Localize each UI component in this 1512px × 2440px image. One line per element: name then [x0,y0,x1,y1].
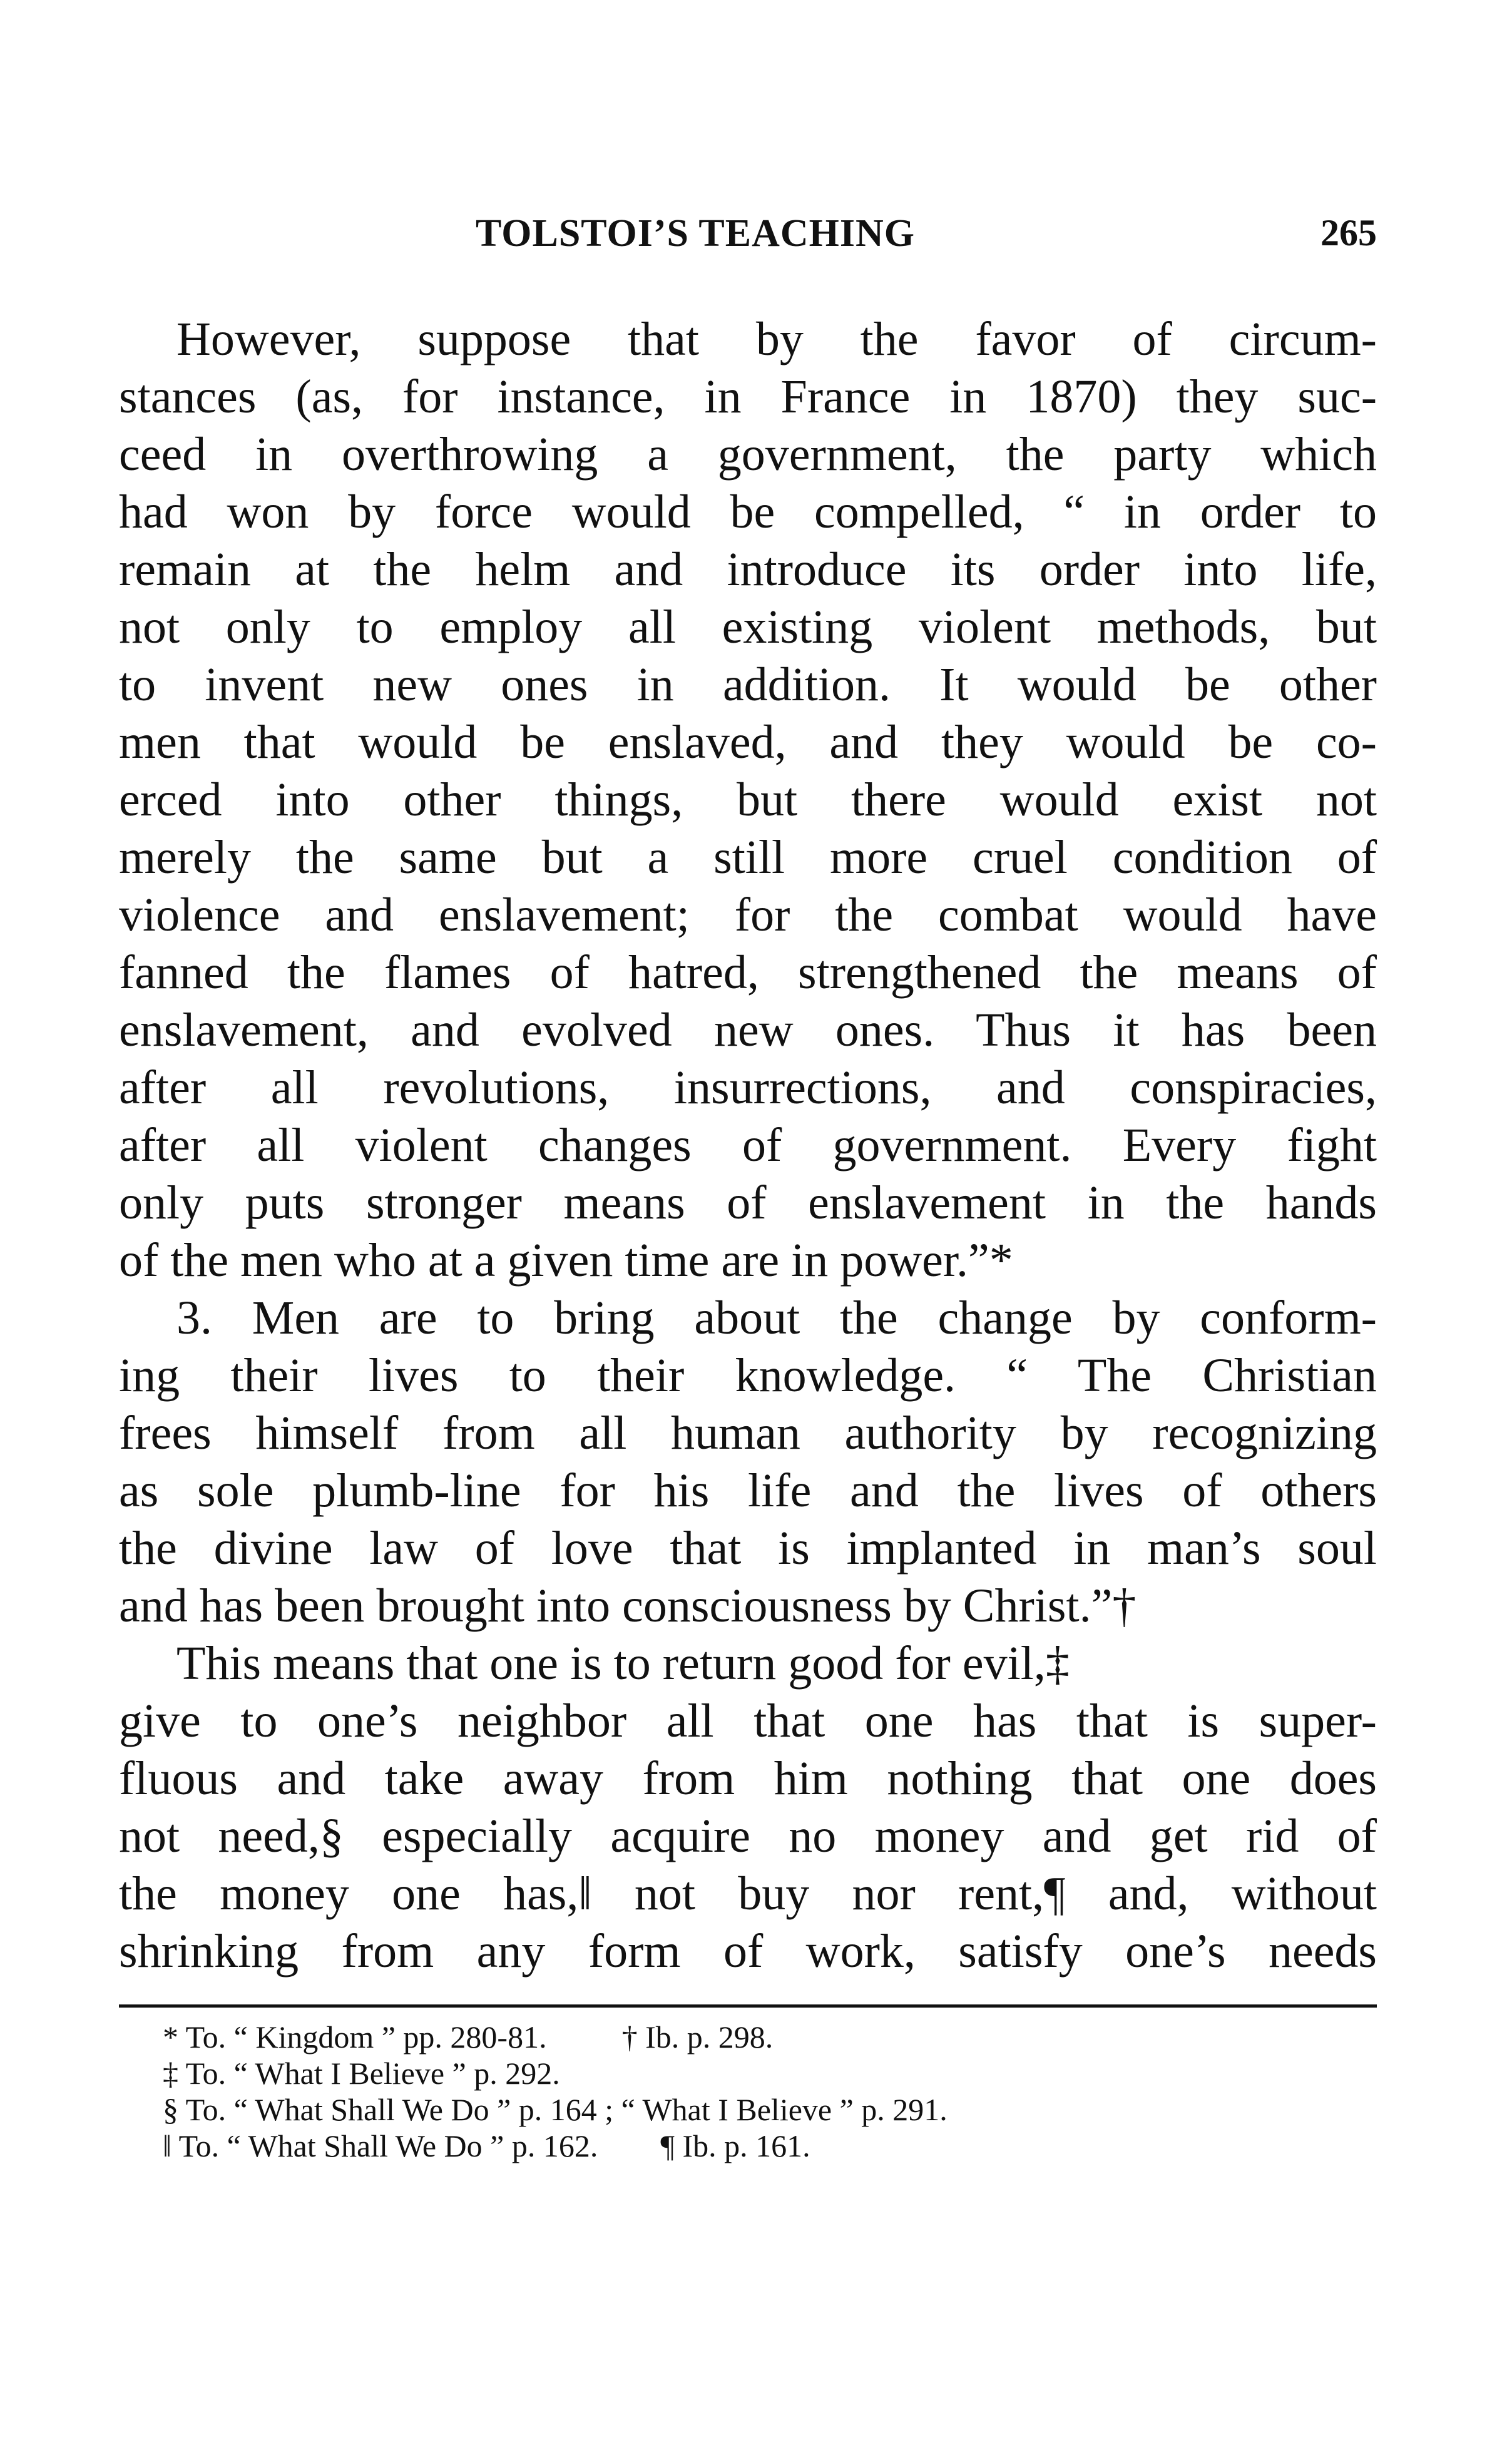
footnote-ib-298: † Ib. p. 298. [621,2019,774,2055]
body-text [119,310,1377,1980]
footnote-line [163,2091,1352,2128]
text-line: merely the same but a still more cruel condition of [119,831,1377,884]
text-line: men that would be enslaved, and they would be co- [119,716,1377,768]
footnote-what-i-believe: ‡ To. “ What I Believe ” p. 292. [163,2056,560,2091]
running-title: TOLSTOI’S TEACHING [476,212,915,255]
text-line: However, suppose that by the favor of circum- [176,313,1377,365]
text-line: stances (as, for instance, in France in 1870) they suc- [119,370,1377,423]
text-line: ceed in overthrowing a government, the party which [119,428,1377,481]
text-line: ing their lives to their knowledge. “ The Christian [119,1349,1377,1402]
text-line: after all violent changes of government. Every fight [119,1119,1377,1172]
text-line: 3. Men are to bring about the change by conform- [176,1292,1377,1344]
running-header [119,212,1377,268]
footnote-what-shall-we-do-164: § To. “ What Shall We Do ” p. 164 ; “ What I Believe ” p. 291. [163,2092,948,2127]
text-line: after all revolutions, insurrections, and conspiracies, [119,1061,1377,1114]
text-line: to invent new ones in addition. It would be other [119,658,1377,711]
text-line: and has been brought into consciousness by Christ.”† [119,1580,1137,1632]
text-line: the money one has,‖ not buy nor rent,¶ and, without [119,1867,1377,1920]
footnote-what-shall-we-do-162: ‖ To. “ What Shall We Do ” p. 162. [163,2128,598,2163]
footnote-line [163,2128,1352,2164]
text-line: fanned the flames of hatred, strengthened the means of [119,946,1377,999]
text-line: the divine law of love that is implanted in man’s soul [119,1522,1377,1575]
text-line: fluous and take away from him nothing that one does [119,1752,1377,1805]
footnote-divider [119,2004,1377,2008]
text-line: as sole plumb-line for his life and the lives of others [119,1464,1377,1517]
text-line: give to one’s neighbor all that one has that is super- [119,1695,1377,1747]
footnote-ib-161: ¶ Ib. p. 161. [660,2128,810,2163]
text-line: violence and enslavement; for the combat would have [119,889,1377,941]
text-line: remain at the helm and introduce its order into life, [119,543,1377,596]
text-line: had won by force would be compelled, “ in order to [119,486,1377,538]
footnote-line [163,2019,1352,2055]
page-number: 265 [1320,212,1377,253]
text-line: erced into other things, but there would exist not [119,773,1377,826]
text-line: of the men who at a given time are in power.”* [119,1234,1013,1287]
text-line: enslavement, and evolved new ones. Thus it has been [119,1004,1377,1056]
footnote-kingdom: * To. “ Kingdom ” pp. 280-81. [163,2019,547,2055]
text-line: not only to employ all existing violent methods, but [119,601,1377,653]
footnote-line [163,2055,1352,2091]
text-line: shrinking from any form of work, satisfy one’s needs [119,1925,1377,1978]
text-line: This means that one is to return good for evil,‡ [176,1637,1070,1690]
text-line: only puts stronger means of enslavement in the hands [119,1177,1377,1229]
text-line: frees himself from all human authority by recognizing [119,1407,1377,1459]
text-line: not need,§ especially acquire no money and get rid of [119,1810,1377,1862]
footnotes [163,2019,1352,2164]
